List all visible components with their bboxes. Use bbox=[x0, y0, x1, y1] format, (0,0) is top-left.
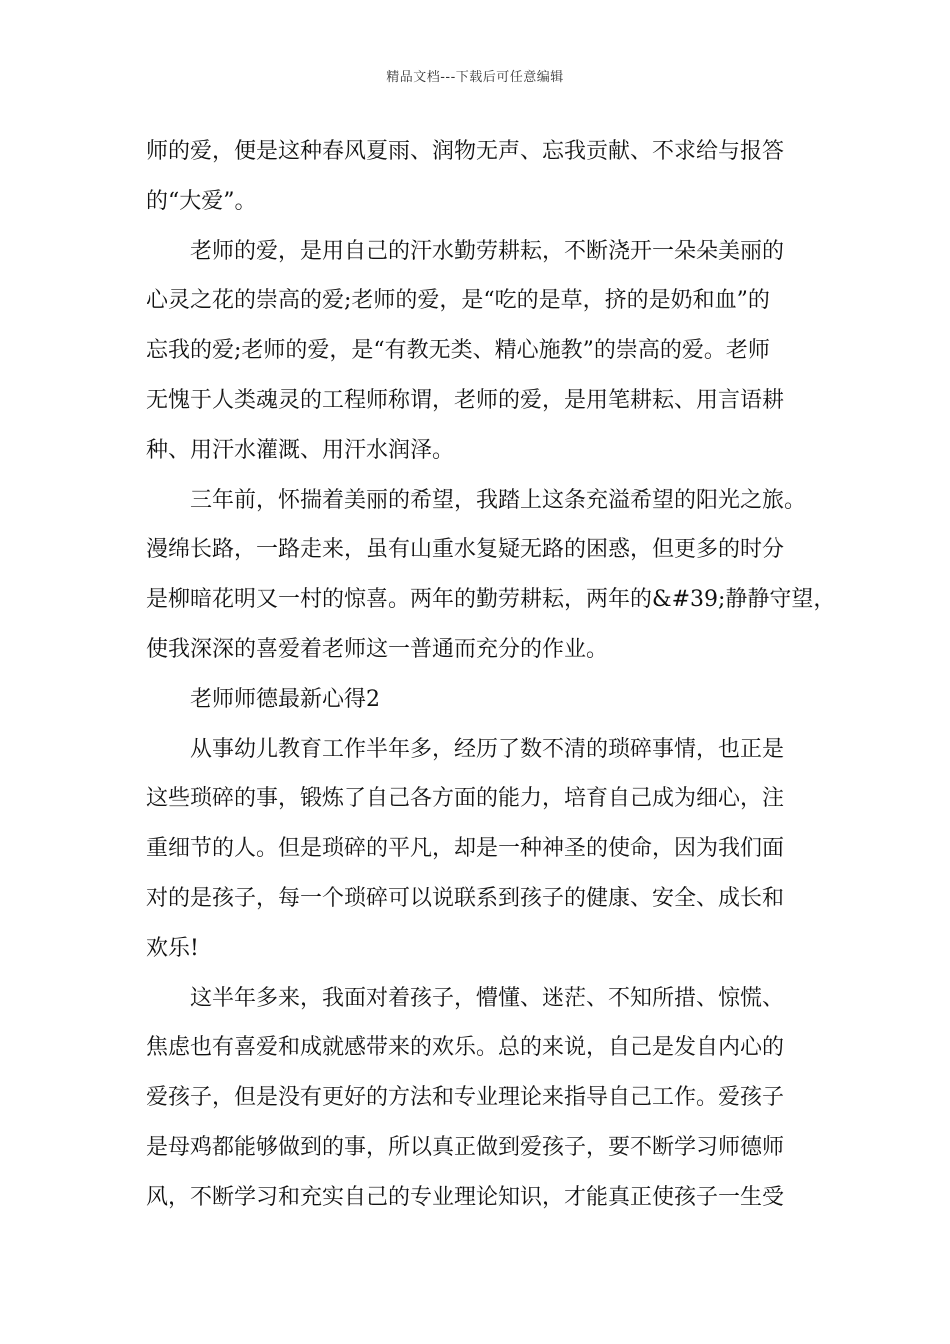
text-line: 漫绵长路，一路走来，虽有山重水复疑无路的困惑，但更多的时分 bbox=[146, 537, 785, 563]
text-line: 对的是孩子，每一个琐碎可以说联系到孩子的健康、安全、成长和 bbox=[146, 885, 785, 911]
text-line: 种、用汗水灌溉、用汗水润泽。 bbox=[146, 437, 455, 463]
text-line: 的“大爱”。 bbox=[146, 188, 257, 214]
text-line: 重细节的人。但是琐碎的平凡，却是一种神圣的使命，因为我们面 bbox=[146, 836, 785, 862]
text-line: 老师的爱，是用自己的汗水勤劳耕耘，不断浇开一朵朵美丽的 bbox=[190, 238, 785, 264]
text-line: 这些琐碎的事，锻炼了自己各方面的能力，培育自己成为细心，注 bbox=[146, 786, 785, 812]
text-line: 焦虑也有喜爱和成就感带来的欢乐。总的来说，自己是发自内心的 bbox=[146, 1035, 785, 1061]
text-line: 从事幼儿教育工作半年多，经历了数不清的琐碎事情，也正是 bbox=[190, 736, 785, 762]
text-line: 师的爱，便是这种春风夏雨、润物无声、忘我贡献、不求给与报答 bbox=[146, 139, 785, 164]
text-line: 忘我的爱;老师的爱，是“有教无类、精心施教”的崇高的爱。老师 bbox=[146, 338, 770, 364]
text-line: 这半年多来，我面对着孩子，懵懂、迷茫、不知所措、惊慌、 bbox=[190, 985, 785, 1011]
text-line: 心灵之花的崇高的爱;老师的爱，是“吃的是草，挤的是奶和血”的 bbox=[146, 288, 770, 314]
text-line: 爱孩子，但是没有更好的方法和专业理论来指导自己工作。爱孩子 bbox=[146, 1085, 785, 1111]
text-line: 无愧于人类魂灵的工程师称谓，老师的爱，是用笔耕耘、用言语耕 bbox=[146, 387, 785, 413]
text-line: 使我深深的喜爱着老师这一普通而充分的作业。 bbox=[146, 636, 609, 662]
text-line: 三年前，怀揣着美丽的希望，我踏上这条充溢希望的阳光之旅。 bbox=[190, 487, 807, 513]
page-header: 精品文档---下载后可任意编辑 bbox=[386, 70, 564, 85]
text-line: 老师师德最新心得2 bbox=[190, 686, 380, 712]
text-line: 是母鸡都能够做到的事，所以真正做到爱孩子，要不断学习师德师 bbox=[146, 1134, 785, 1160]
text-line: 是柳暗花明又一村的惊喜。两年的勤劳耕耘，两年的&#39;静静守望， bbox=[146, 587, 836, 613]
document-body bbox=[146, 127, 836, 1223]
text-line: 欢乐! bbox=[146, 935, 199, 961]
text-line: 风，不断学习和充实自己的专业理论知识，才能真正使孩子一生受 bbox=[146, 1184, 785, 1210]
